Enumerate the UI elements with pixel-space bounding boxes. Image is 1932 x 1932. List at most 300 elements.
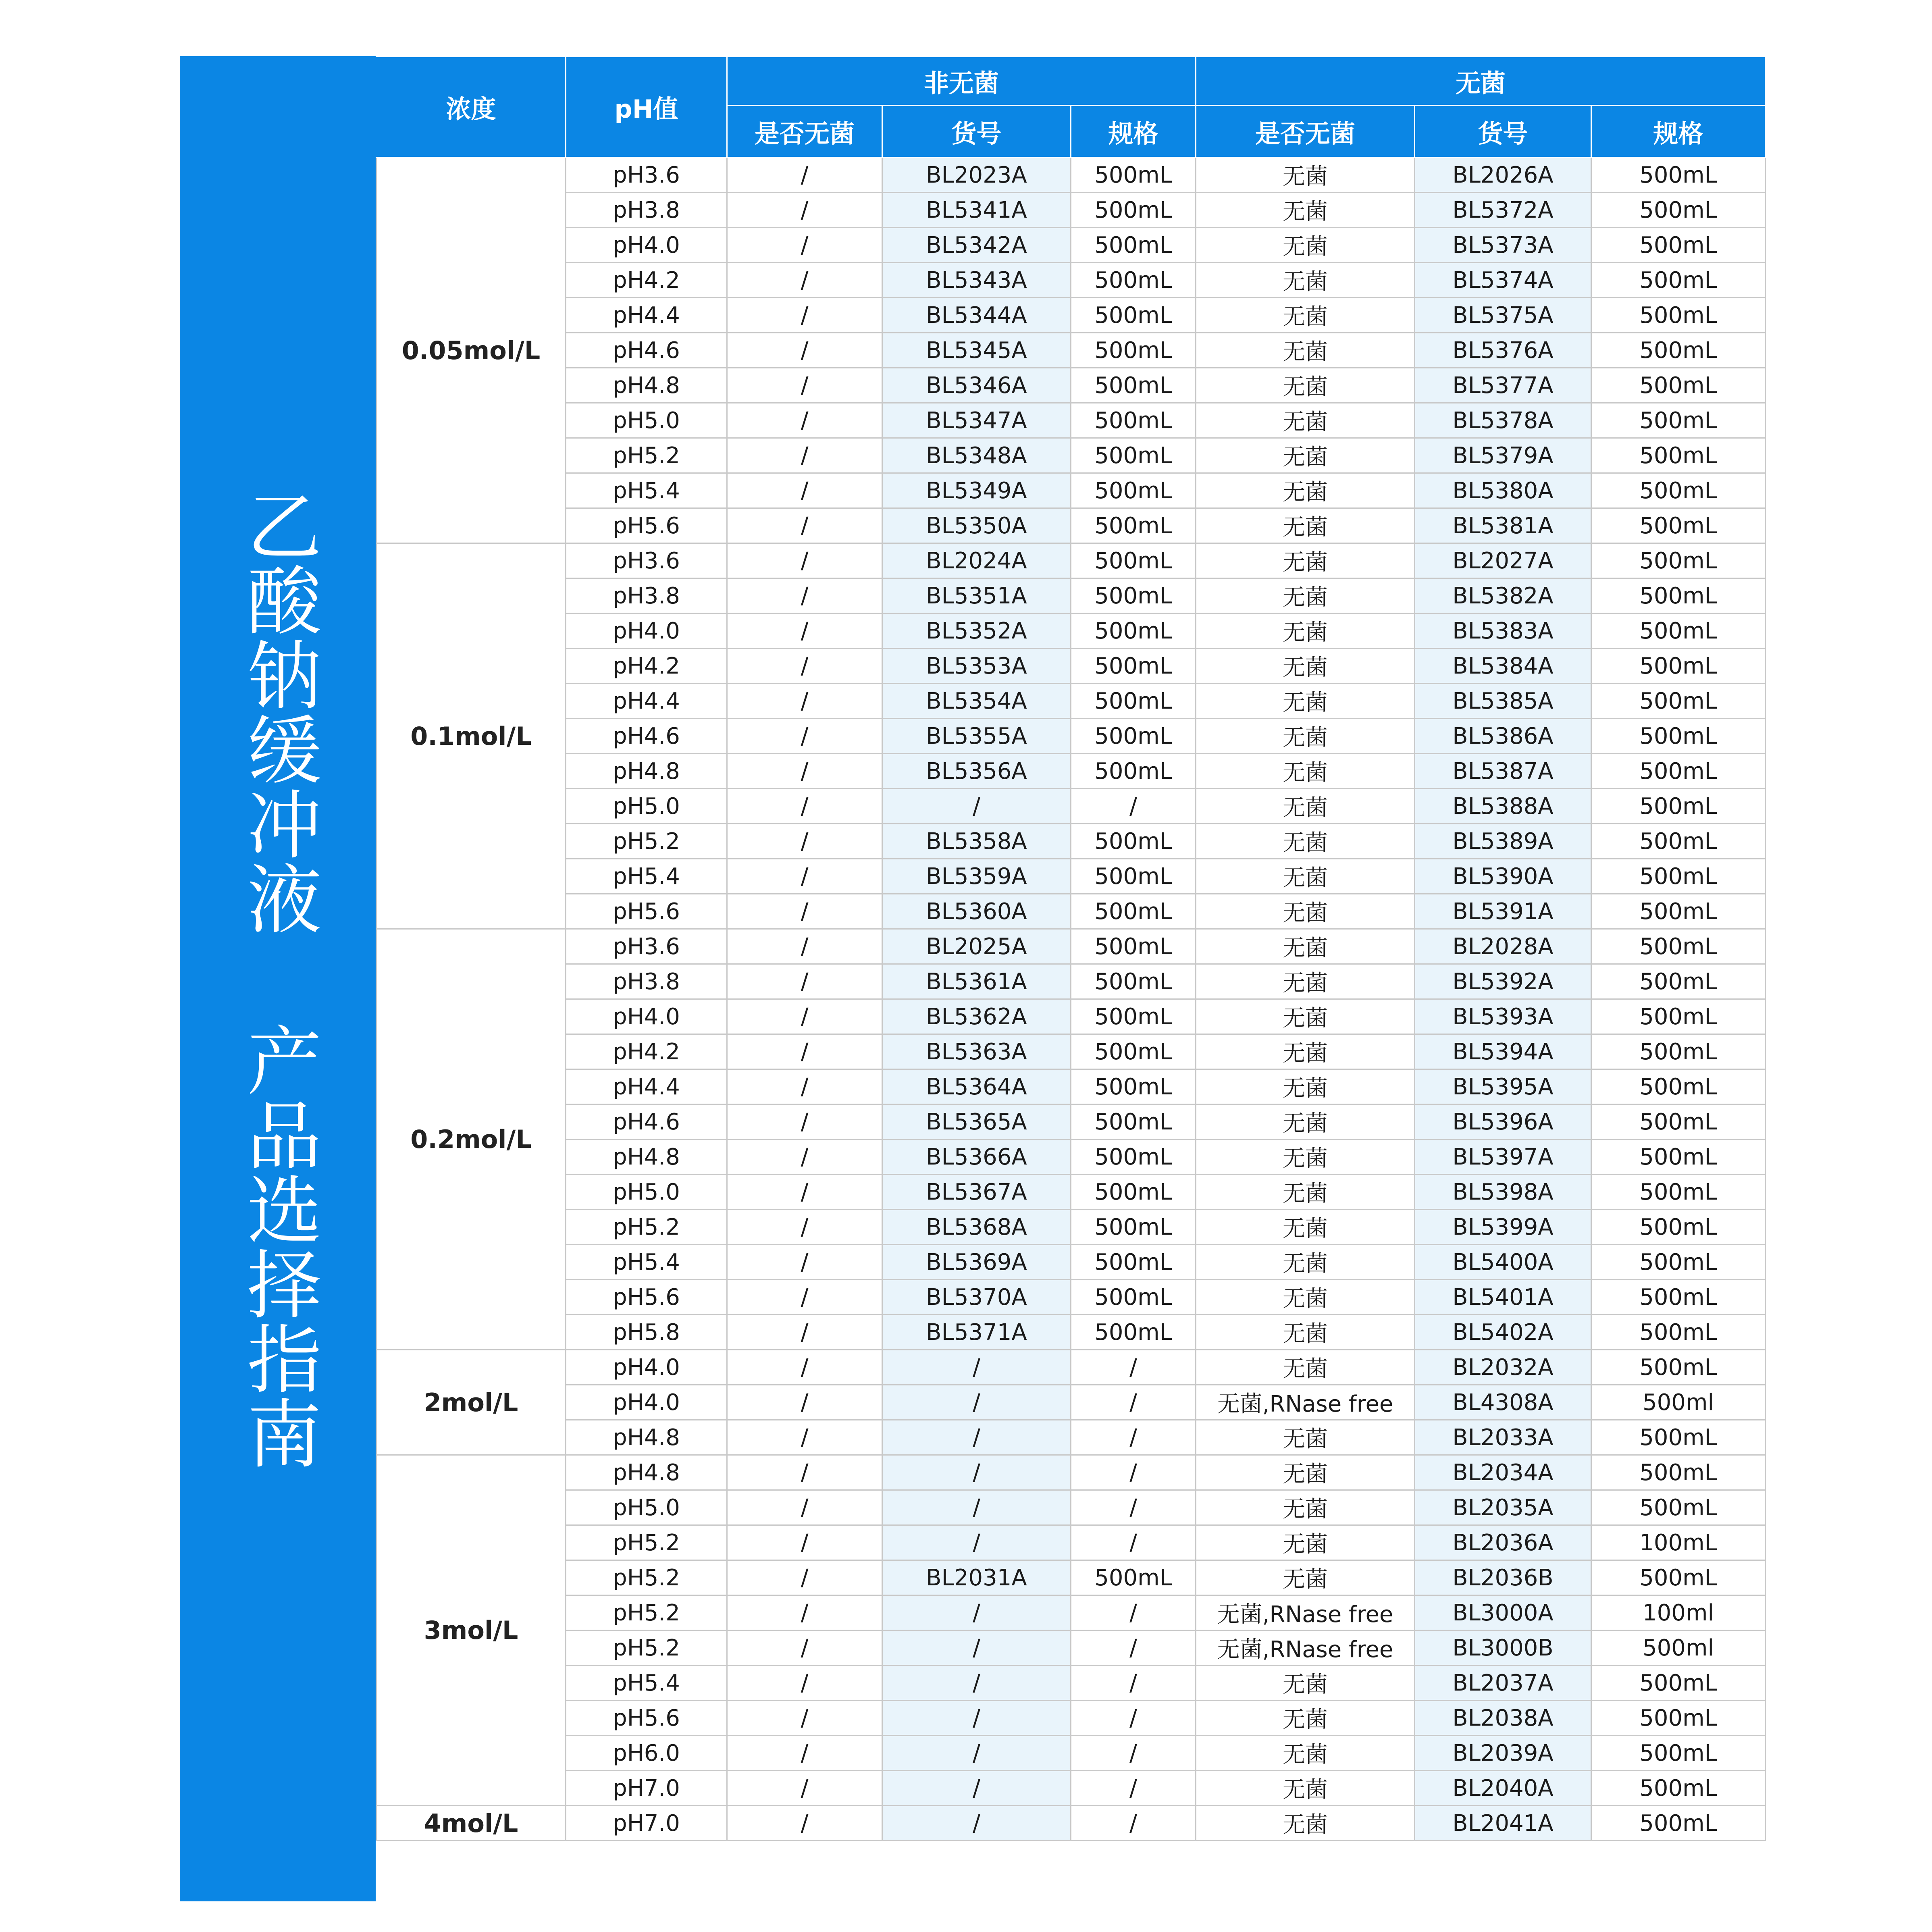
nonsterile-spec-cell: 500mL xyxy=(1071,228,1196,263)
nonsterile-spec-cell: / xyxy=(1071,1595,1196,1630)
nonsterile-spec-cell: 500mL xyxy=(1071,263,1196,298)
nonsterile-catalog-cell: BL5341A xyxy=(882,193,1071,228)
sterile-is-sterile-cell: 无菌 xyxy=(1196,1701,1415,1736)
sterile-spec-cell: 500mL xyxy=(1591,1140,1766,1175)
sterile-spec-cell: 500mL xyxy=(1591,754,1766,789)
ph-cell: pH4.8 xyxy=(566,754,727,789)
sterile-is-sterile-cell: 无菌 xyxy=(1196,719,1415,754)
sterile-is-sterile-cell: 无菌 xyxy=(1196,754,1415,789)
ph-cell: pH3.8 xyxy=(566,578,727,613)
sterile-is-sterile-cell: 无菌 xyxy=(1196,1280,1415,1315)
nonsterile-is-sterile-cell: / xyxy=(727,473,882,508)
nonsterile-is-sterile-cell: / xyxy=(727,1140,882,1175)
nonsterile-spec-cell: / xyxy=(1071,1630,1196,1666)
table-row xyxy=(376,508,1766,543)
sterile-spec-cell: 500mL xyxy=(1591,1280,1766,1315)
nonsterile-spec-cell: 500mL xyxy=(1071,1280,1196,1315)
header-group-nonsterile: 非无菌 xyxy=(727,57,1196,106)
nonsterile-is-sterile-cell: / xyxy=(727,543,882,578)
sterile-is-sterile-cell: 无菌 xyxy=(1196,1560,1415,1595)
table-row xyxy=(376,158,1766,193)
table-row xyxy=(376,1490,1766,1525)
sterile-catalog-cell: BL2041A xyxy=(1415,1806,1591,1841)
header-sterile-is-sterile: 是否无菌 xyxy=(1196,106,1415,158)
sterile-catalog-cell: BL5397A xyxy=(1415,1140,1591,1175)
sterile-spec-cell: 500mL xyxy=(1591,1736,1766,1771)
sterile-spec-cell: 500mL xyxy=(1591,1420,1766,1455)
sterile-catalog-cell: BL5376A xyxy=(1415,333,1591,368)
nonsterile-spec-cell: 500mL xyxy=(1071,613,1196,649)
ph-cell: pH3.8 xyxy=(566,964,727,999)
sterile-is-sterile-cell: 无菌 xyxy=(1196,1666,1415,1701)
nonsterile-catalog-cell: BL5355A xyxy=(882,719,1071,754)
sterile-spec-cell: 500mL xyxy=(1591,964,1766,999)
table-row xyxy=(376,1701,1766,1736)
sterile-is-sterile-cell: 无菌 xyxy=(1196,333,1415,368)
sterile-catalog-cell: BL5373A xyxy=(1415,228,1591,263)
sterile-catalog-cell: BL5382A xyxy=(1415,578,1591,613)
ph-cell: pH4.6 xyxy=(566,1104,727,1140)
sterile-catalog-cell: BL5387A xyxy=(1415,754,1591,789)
table-row xyxy=(376,719,1766,754)
nonsterile-spec-cell: 500mL xyxy=(1071,578,1196,613)
nonsterile-spec-cell: 500mL xyxy=(1071,754,1196,789)
sterile-is-sterile-cell: 无菌 xyxy=(1196,403,1415,438)
nonsterile-is-sterile-cell: / xyxy=(727,789,882,824)
ph-cell: pH5.2 xyxy=(566,1210,727,1245)
sterile-is-sterile-cell: 无菌 xyxy=(1196,1175,1415,1210)
table-row xyxy=(376,613,1766,649)
sterile-spec-cell: 500mL xyxy=(1591,929,1766,964)
sterile-spec-cell: 100ml xyxy=(1591,1595,1766,1630)
nonsterile-spec-cell: 500mL xyxy=(1071,1210,1196,1245)
table-row xyxy=(376,894,1766,929)
nonsterile-is-sterile-cell: / xyxy=(727,719,882,754)
header-group-sterile: 无菌 xyxy=(1196,57,1766,106)
sterile-catalog-cell: BL2040A xyxy=(1415,1771,1591,1806)
sterile-spec-cell: 500mL xyxy=(1591,298,1766,333)
sterile-catalog-cell: BL5385A xyxy=(1415,684,1591,719)
ph-cell: pH5.0 xyxy=(566,789,727,824)
sterile-is-sterile-cell: 无菌 xyxy=(1196,1525,1415,1560)
nonsterile-spec-cell: 500mL xyxy=(1071,649,1196,684)
nonsterile-catalog-cell: BL5362A xyxy=(882,999,1071,1034)
nonsterile-catalog-cell: BL5351A xyxy=(882,578,1071,613)
nonsterile-catalog-cell: BL2023A xyxy=(882,158,1071,193)
sterile-catalog-cell: BL5396A xyxy=(1415,1104,1591,1140)
sterile-catalog-cell: BL2034A xyxy=(1415,1455,1591,1490)
ph-cell: pH4.0 xyxy=(566,1385,727,1420)
sterile-catalog-cell: BL2032A xyxy=(1415,1350,1591,1385)
nonsterile-is-sterile-cell: / xyxy=(727,964,882,999)
nonsterile-is-sterile-cell: / xyxy=(727,824,882,859)
nonsterile-catalog-cell: / xyxy=(882,1350,1071,1385)
nonsterile-catalog-cell: BL5365A xyxy=(882,1104,1071,1140)
sterile-catalog-cell: BL2035A xyxy=(1415,1490,1591,1525)
sterile-is-sterile-cell: 无菌 xyxy=(1196,193,1415,228)
nonsterile-is-sterile-cell: / xyxy=(727,508,882,543)
nonsterile-spec-cell: 500mL xyxy=(1071,473,1196,508)
sterile-catalog-cell: BL2028A xyxy=(1415,929,1591,964)
table-row xyxy=(376,649,1766,684)
nonsterile-is-sterile-cell: / xyxy=(727,1525,882,1560)
nonsterile-catalog-cell: BL5353A xyxy=(882,649,1071,684)
sterile-is-sterile-cell: 无菌 xyxy=(1196,368,1415,403)
sterile-catalog-cell: BL5401A xyxy=(1415,1280,1591,1315)
sterile-spec-cell: 500mL xyxy=(1591,1175,1766,1210)
table-row xyxy=(376,1455,1766,1490)
concentration-cell: 0.1mol/L xyxy=(376,543,566,929)
sterile-is-sterile-cell: 无菌 xyxy=(1196,1104,1415,1140)
sterile-catalog-cell: BL5389A xyxy=(1415,824,1591,859)
ph-cell: pH4.8 xyxy=(566,1420,727,1455)
sterile-is-sterile-cell: 无菌 xyxy=(1196,999,1415,1034)
nonsterile-catalog-cell: BL5367A xyxy=(882,1175,1071,1210)
ph-cell: pH4.4 xyxy=(566,298,727,333)
nonsterile-is-sterile-cell: / xyxy=(727,1490,882,1525)
nonsterile-is-sterile-cell: / xyxy=(727,859,882,894)
sterile-spec-cell: 500mL xyxy=(1591,1560,1766,1595)
nonsterile-catalog-cell: BL5344A xyxy=(882,298,1071,333)
sterile-spec-cell: 500mL xyxy=(1591,1771,1766,1806)
table-row xyxy=(376,1140,1766,1175)
nonsterile-is-sterile-cell: / xyxy=(727,1666,882,1701)
nonsterile-spec-cell: / xyxy=(1071,1666,1196,1701)
table-row xyxy=(376,263,1766,298)
table-row xyxy=(376,929,1766,964)
table-row xyxy=(376,1034,1766,1069)
ph-cell: pH4.0 xyxy=(566,228,727,263)
ph-cell: pH3.6 xyxy=(566,543,727,578)
nonsterile-spec-cell: 500mL xyxy=(1071,438,1196,473)
sterile-is-sterile-cell: 无菌 xyxy=(1196,684,1415,719)
nonsterile-spec-cell: 500mL xyxy=(1071,158,1196,193)
sterile-spec-cell: 500mL xyxy=(1591,438,1766,473)
table-row xyxy=(376,824,1766,859)
nonsterile-catalog-cell: BL5371A xyxy=(882,1315,1071,1350)
nonsterile-catalog-cell: BL2031A xyxy=(882,1560,1071,1595)
sterile-catalog-cell: BL2038A xyxy=(1415,1701,1591,1736)
table-row xyxy=(376,543,1766,578)
nonsterile-catalog-cell: BL5364A xyxy=(882,1069,1071,1104)
nonsterile-is-sterile-cell: / xyxy=(727,368,882,403)
sterile-spec-cell: 500mL xyxy=(1591,1350,1766,1385)
nonsterile-is-sterile-cell: / xyxy=(727,1245,882,1280)
table-row xyxy=(376,1104,1766,1140)
sterile-spec-cell: 500mL xyxy=(1591,1701,1766,1736)
nonsterile-catalog-cell: / xyxy=(882,1490,1071,1525)
nonsterile-spec-cell: 500mL xyxy=(1071,1034,1196,1069)
sterile-catalog-cell: BL5386A xyxy=(1415,719,1591,754)
table-row xyxy=(376,964,1766,999)
nonsterile-spec-cell: / xyxy=(1071,1350,1196,1385)
ph-cell: pH5.0 xyxy=(566,403,727,438)
table-row xyxy=(376,368,1766,403)
nonsterile-spec-cell: 500mL xyxy=(1071,859,1196,894)
sterile-spec-cell: 500mL xyxy=(1591,368,1766,403)
sterile-is-sterile-cell: 无菌 xyxy=(1196,894,1415,929)
nonsterile-spec-cell: 500mL xyxy=(1071,333,1196,368)
table-row xyxy=(376,999,1766,1034)
nonsterile-spec-cell: / xyxy=(1071,789,1196,824)
sterile-is-sterile-cell: 无菌 xyxy=(1196,1490,1415,1525)
sterile-is-sterile-cell: 无菌 xyxy=(1196,1315,1415,1350)
sterile-catalog-cell: BL4308A xyxy=(1415,1385,1591,1420)
nonsterile-spec-cell: 500mL xyxy=(1071,999,1196,1034)
nonsterile-is-sterile-cell: / xyxy=(727,1701,882,1736)
sterile-is-sterile-cell: 无菌 xyxy=(1196,859,1415,894)
nonsterile-catalog-cell: / xyxy=(882,789,1071,824)
ph-cell: pH5.4 xyxy=(566,1245,727,1280)
nonsterile-catalog-cell: BL5366A xyxy=(882,1140,1071,1175)
ph-cell: pH5.0 xyxy=(566,1175,727,1210)
nonsterile-is-sterile-cell: / xyxy=(727,1069,882,1104)
nonsterile-spec-cell: 500mL xyxy=(1071,1560,1196,1595)
nonsterile-catalog-cell: BL5347A xyxy=(882,403,1071,438)
table-row xyxy=(376,1175,1766,1210)
table-row xyxy=(376,1210,1766,1245)
sterile-is-sterile-cell: 无菌 xyxy=(1196,1806,1415,1841)
ph-cell: pH5.6 xyxy=(566,508,727,543)
nonsterile-is-sterile-cell: / xyxy=(727,298,882,333)
sterile-catalog-cell: BL5381A xyxy=(1415,508,1591,543)
nonsterile-is-sterile-cell: / xyxy=(727,333,882,368)
sterile-catalog-cell: BL5375A xyxy=(1415,298,1591,333)
sterile-is-sterile-cell: 无菌 xyxy=(1196,649,1415,684)
sterile-catalog-cell: BL5400A xyxy=(1415,1245,1591,1280)
sterile-spec-cell: 500mL xyxy=(1591,719,1766,754)
nonsterile-is-sterile-cell: / xyxy=(727,1560,882,1595)
nonsterile-catalog-cell: / xyxy=(882,1420,1071,1455)
nonsterile-is-sterile-cell: / xyxy=(727,1595,882,1630)
nonsterile-is-sterile-cell: / xyxy=(727,1280,882,1315)
sterile-spec-cell: 500mL xyxy=(1591,508,1766,543)
sterile-catalog-cell: BL2037A xyxy=(1415,1666,1591,1701)
sterile-is-sterile-cell: 无菌 xyxy=(1196,1245,1415,1280)
nonsterile-spec-cell: / xyxy=(1071,1736,1196,1771)
sterile-is-sterile-cell: 无菌 xyxy=(1196,1210,1415,1245)
ph-cell: pH5.2 xyxy=(566,1525,727,1560)
ph-cell: pH4.4 xyxy=(566,684,727,719)
ph-cell: pH7.0 xyxy=(566,1771,727,1806)
nonsterile-is-sterile-cell: / xyxy=(727,1385,882,1420)
sterile-is-sterile-cell: 无菌 xyxy=(1196,1736,1415,1771)
sterile-is-sterile-cell: 无菌 xyxy=(1196,543,1415,578)
sterile-spec-cell: 500mL xyxy=(1591,1490,1766,1525)
sterile-catalog-cell: BL5394A xyxy=(1415,1034,1591,1069)
ph-cell: pH4.2 xyxy=(566,649,727,684)
nonsterile-catalog-cell: BL5370A xyxy=(882,1280,1071,1315)
ph-cell: pH3.8 xyxy=(566,193,727,228)
nonsterile-catalog-cell: / xyxy=(882,1701,1071,1736)
table-row xyxy=(376,1806,1766,1841)
sterile-catalog-cell: BL5390A xyxy=(1415,859,1591,894)
sterile-spec-cell: 500mL xyxy=(1591,158,1766,193)
nonsterile-catalog-cell: / xyxy=(882,1630,1071,1666)
nonsterile-is-sterile-cell: / xyxy=(727,1210,882,1245)
nonsterile-spec-cell: 500mL xyxy=(1071,684,1196,719)
nonsterile-is-sterile-cell: / xyxy=(727,1455,882,1490)
sterile-is-sterile-cell: 无菌 xyxy=(1196,613,1415,649)
nonsterile-catalog-cell: BL5368A xyxy=(882,1210,1071,1245)
sterile-is-sterile-cell: 无菌,RNase free xyxy=(1196,1385,1415,1420)
sidebar-title: 乙酸钠缓冲液 产品选择指南 xyxy=(234,488,322,1470)
sterile-is-sterile-cell: 无菌 xyxy=(1196,1069,1415,1104)
sterile-catalog-cell: BL3000B xyxy=(1415,1630,1591,1666)
nonsterile-is-sterile-cell: / xyxy=(727,1350,882,1385)
nonsterile-spec-cell: 500mL xyxy=(1071,403,1196,438)
nonsterile-spec-cell: 500mL xyxy=(1071,508,1196,543)
nonsterile-spec-cell: 500mL xyxy=(1071,368,1196,403)
nonsterile-catalog-cell: / xyxy=(882,1666,1071,1701)
ph-cell: pH4.2 xyxy=(566,263,727,298)
nonsterile-catalog-cell: BL2025A xyxy=(882,929,1071,964)
sterile-spec-cell: 500mL xyxy=(1591,1455,1766,1490)
sterile-catalog-cell: BL5402A xyxy=(1415,1315,1591,1350)
nonsterile-is-sterile-cell: / xyxy=(727,438,882,473)
sterile-catalog-cell: BL2026A xyxy=(1415,158,1591,193)
sterile-catalog-cell: BL2039A xyxy=(1415,1736,1591,1771)
sterile-spec-cell: 500mL xyxy=(1591,403,1766,438)
nonsterile-spec-cell: 500mL xyxy=(1071,1104,1196,1140)
ph-cell: pH4.6 xyxy=(566,719,727,754)
table-row xyxy=(376,1630,1766,1666)
nonsterile-is-sterile-cell: / xyxy=(727,649,882,684)
sterile-is-sterile-cell: 无菌 xyxy=(1196,438,1415,473)
nonsterile-catalog-cell: BL5360A xyxy=(882,894,1071,929)
nonsterile-catalog-cell: / xyxy=(882,1385,1071,1420)
sterile-spec-cell: 500mL xyxy=(1591,473,1766,508)
nonsterile-catalog-cell: / xyxy=(882,1525,1071,1560)
nonsterile-catalog-cell: BL5342A xyxy=(882,228,1071,263)
ph-cell: pH5.6 xyxy=(566,1280,727,1315)
header-nonsterile-spec: 规格 xyxy=(1071,106,1196,158)
nonsterile-catalog-cell: BL5363A xyxy=(882,1034,1071,1069)
nonsterile-spec-cell: 500mL xyxy=(1071,1069,1196,1104)
header-nonsterile-is-sterile: 是否无菌 xyxy=(727,106,882,158)
table-row xyxy=(376,403,1766,438)
ph-cell: pH3.6 xyxy=(566,158,727,193)
nonsterile-spec-cell: / xyxy=(1071,1385,1196,1420)
ph-cell: pH4.4 xyxy=(566,1069,727,1104)
sterile-catalog-cell: BL5377A xyxy=(1415,368,1591,403)
sterile-spec-cell: 500mL xyxy=(1591,263,1766,298)
ph-cell: pH7.0 xyxy=(566,1806,727,1841)
nonsterile-is-sterile-cell: / xyxy=(727,754,882,789)
sterile-is-sterile-cell: 无菌 xyxy=(1196,578,1415,613)
sterile-catalog-cell: BL5383A xyxy=(1415,613,1591,649)
table-body xyxy=(376,158,1766,1841)
sterile-spec-cell: 500mL xyxy=(1591,543,1766,578)
nonsterile-is-sterile-cell: / xyxy=(727,1420,882,1455)
nonsterile-catalog-cell: BL5359A xyxy=(882,859,1071,894)
table-row xyxy=(376,438,1766,473)
sterile-is-sterile-cell: 无菌 xyxy=(1196,1771,1415,1806)
nonsterile-spec-cell: / xyxy=(1071,1806,1196,1841)
nonsterile-spec-cell: / xyxy=(1071,1455,1196,1490)
sterile-is-sterile-cell: 无菌 xyxy=(1196,824,1415,859)
nonsterile-spec-cell: 500mL xyxy=(1071,824,1196,859)
nonsterile-catalog-cell: BL5369A xyxy=(882,1245,1071,1280)
sterile-spec-cell: 100mL xyxy=(1591,1525,1766,1560)
nonsterile-catalog-cell: / xyxy=(882,1771,1071,1806)
sterile-spec-cell: 500mL xyxy=(1591,789,1766,824)
table-row xyxy=(376,1069,1766,1104)
table-row xyxy=(376,298,1766,333)
ph-cell: pH4.8 xyxy=(566,1140,727,1175)
sterile-catalog-cell: BL5374A xyxy=(1415,263,1591,298)
sterile-spec-cell: 500mL xyxy=(1591,859,1766,894)
header-nonsterile-catalog: 货号 xyxy=(882,106,1071,158)
sterile-spec-cell: 500mL xyxy=(1591,999,1766,1034)
sterile-catalog-cell: BL5378A xyxy=(1415,403,1591,438)
nonsterile-catalog-cell: BL5349A xyxy=(882,473,1071,508)
header-sterile-catalog: 货号 xyxy=(1415,106,1591,158)
concentration-cell: 2mol/L xyxy=(376,1350,566,1455)
ph-cell: pH3.6 xyxy=(566,929,727,964)
nonsterile-is-sterile-cell: / xyxy=(727,684,882,719)
sterile-spec-cell: 500mL xyxy=(1591,1210,1766,1245)
nonsterile-is-sterile-cell: / xyxy=(727,578,882,613)
nonsterile-is-sterile-cell: / xyxy=(727,158,882,193)
ph-cell: pH5.2 xyxy=(566,1560,727,1595)
table-row xyxy=(376,1350,1766,1385)
sterile-spec-cell: 500mL xyxy=(1591,1315,1766,1350)
nonsterile-spec-cell: / xyxy=(1071,1701,1196,1736)
sterile-spec-cell: 500mL xyxy=(1591,1069,1766,1104)
nonsterile-is-sterile-cell: / xyxy=(727,228,882,263)
nonsterile-spec-cell: / xyxy=(1071,1420,1196,1455)
nonsterile-is-sterile-cell: / xyxy=(727,1034,882,1069)
sterile-catalog-cell: BL5380A xyxy=(1415,473,1591,508)
sterile-spec-cell: 500mL xyxy=(1591,228,1766,263)
ph-cell: pH6.0 xyxy=(566,1736,727,1771)
table-row xyxy=(376,1315,1766,1350)
ph-cell: pH5.2 xyxy=(566,824,727,859)
table-row xyxy=(376,228,1766,263)
sterile-is-sterile-cell: 无菌 xyxy=(1196,158,1415,193)
sterile-spec-cell: 500mL xyxy=(1591,578,1766,613)
nonsterile-is-sterile-cell: / xyxy=(727,1630,882,1666)
table-row xyxy=(376,754,1766,789)
nonsterile-is-sterile-cell: / xyxy=(727,929,882,964)
sterile-spec-cell: 500mL xyxy=(1591,824,1766,859)
ph-cell: pH4.8 xyxy=(566,1455,727,1490)
table-row xyxy=(376,578,1766,613)
sterile-spec-cell: 500mL xyxy=(1591,649,1766,684)
nonsterile-spec-cell: / xyxy=(1071,1771,1196,1806)
nonsterile-catalog-cell: / xyxy=(882,1595,1071,1630)
nonsterile-is-sterile-cell: / xyxy=(727,1736,882,1771)
nonsterile-is-sterile-cell: / xyxy=(727,1175,882,1210)
sterile-is-sterile-cell: 无菌 xyxy=(1196,298,1415,333)
nonsterile-is-sterile-cell: / xyxy=(727,999,882,1034)
table-row xyxy=(376,1280,1766,1315)
sterile-catalog-cell: BL3000A xyxy=(1415,1595,1591,1630)
sterile-is-sterile-cell: 无菌 xyxy=(1196,263,1415,298)
sterile-spec-cell: 500mL xyxy=(1591,193,1766,228)
nonsterile-catalog-cell: / xyxy=(882,1455,1071,1490)
sterile-spec-cell: 500ml xyxy=(1591,1385,1766,1420)
nonsterile-catalog-cell: BL5346A xyxy=(882,368,1071,403)
table-row xyxy=(376,1525,1766,1560)
nonsterile-is-sterile-cell: / xyxy=(727,1315,882,1350)
nonsterile-spec-cell: 500mL xyxy=(1071,1245,1196,1280)
sterile-spec-cell: 500mL xyxy=(1591,1034,1766,1069)
table-header xyxy=(376,57,1766,158)
sterile-catalog-cell: BL5372A xyxy=(1415,193,1591,228)
table-row xyxy=(376,1666,1766,1701)
